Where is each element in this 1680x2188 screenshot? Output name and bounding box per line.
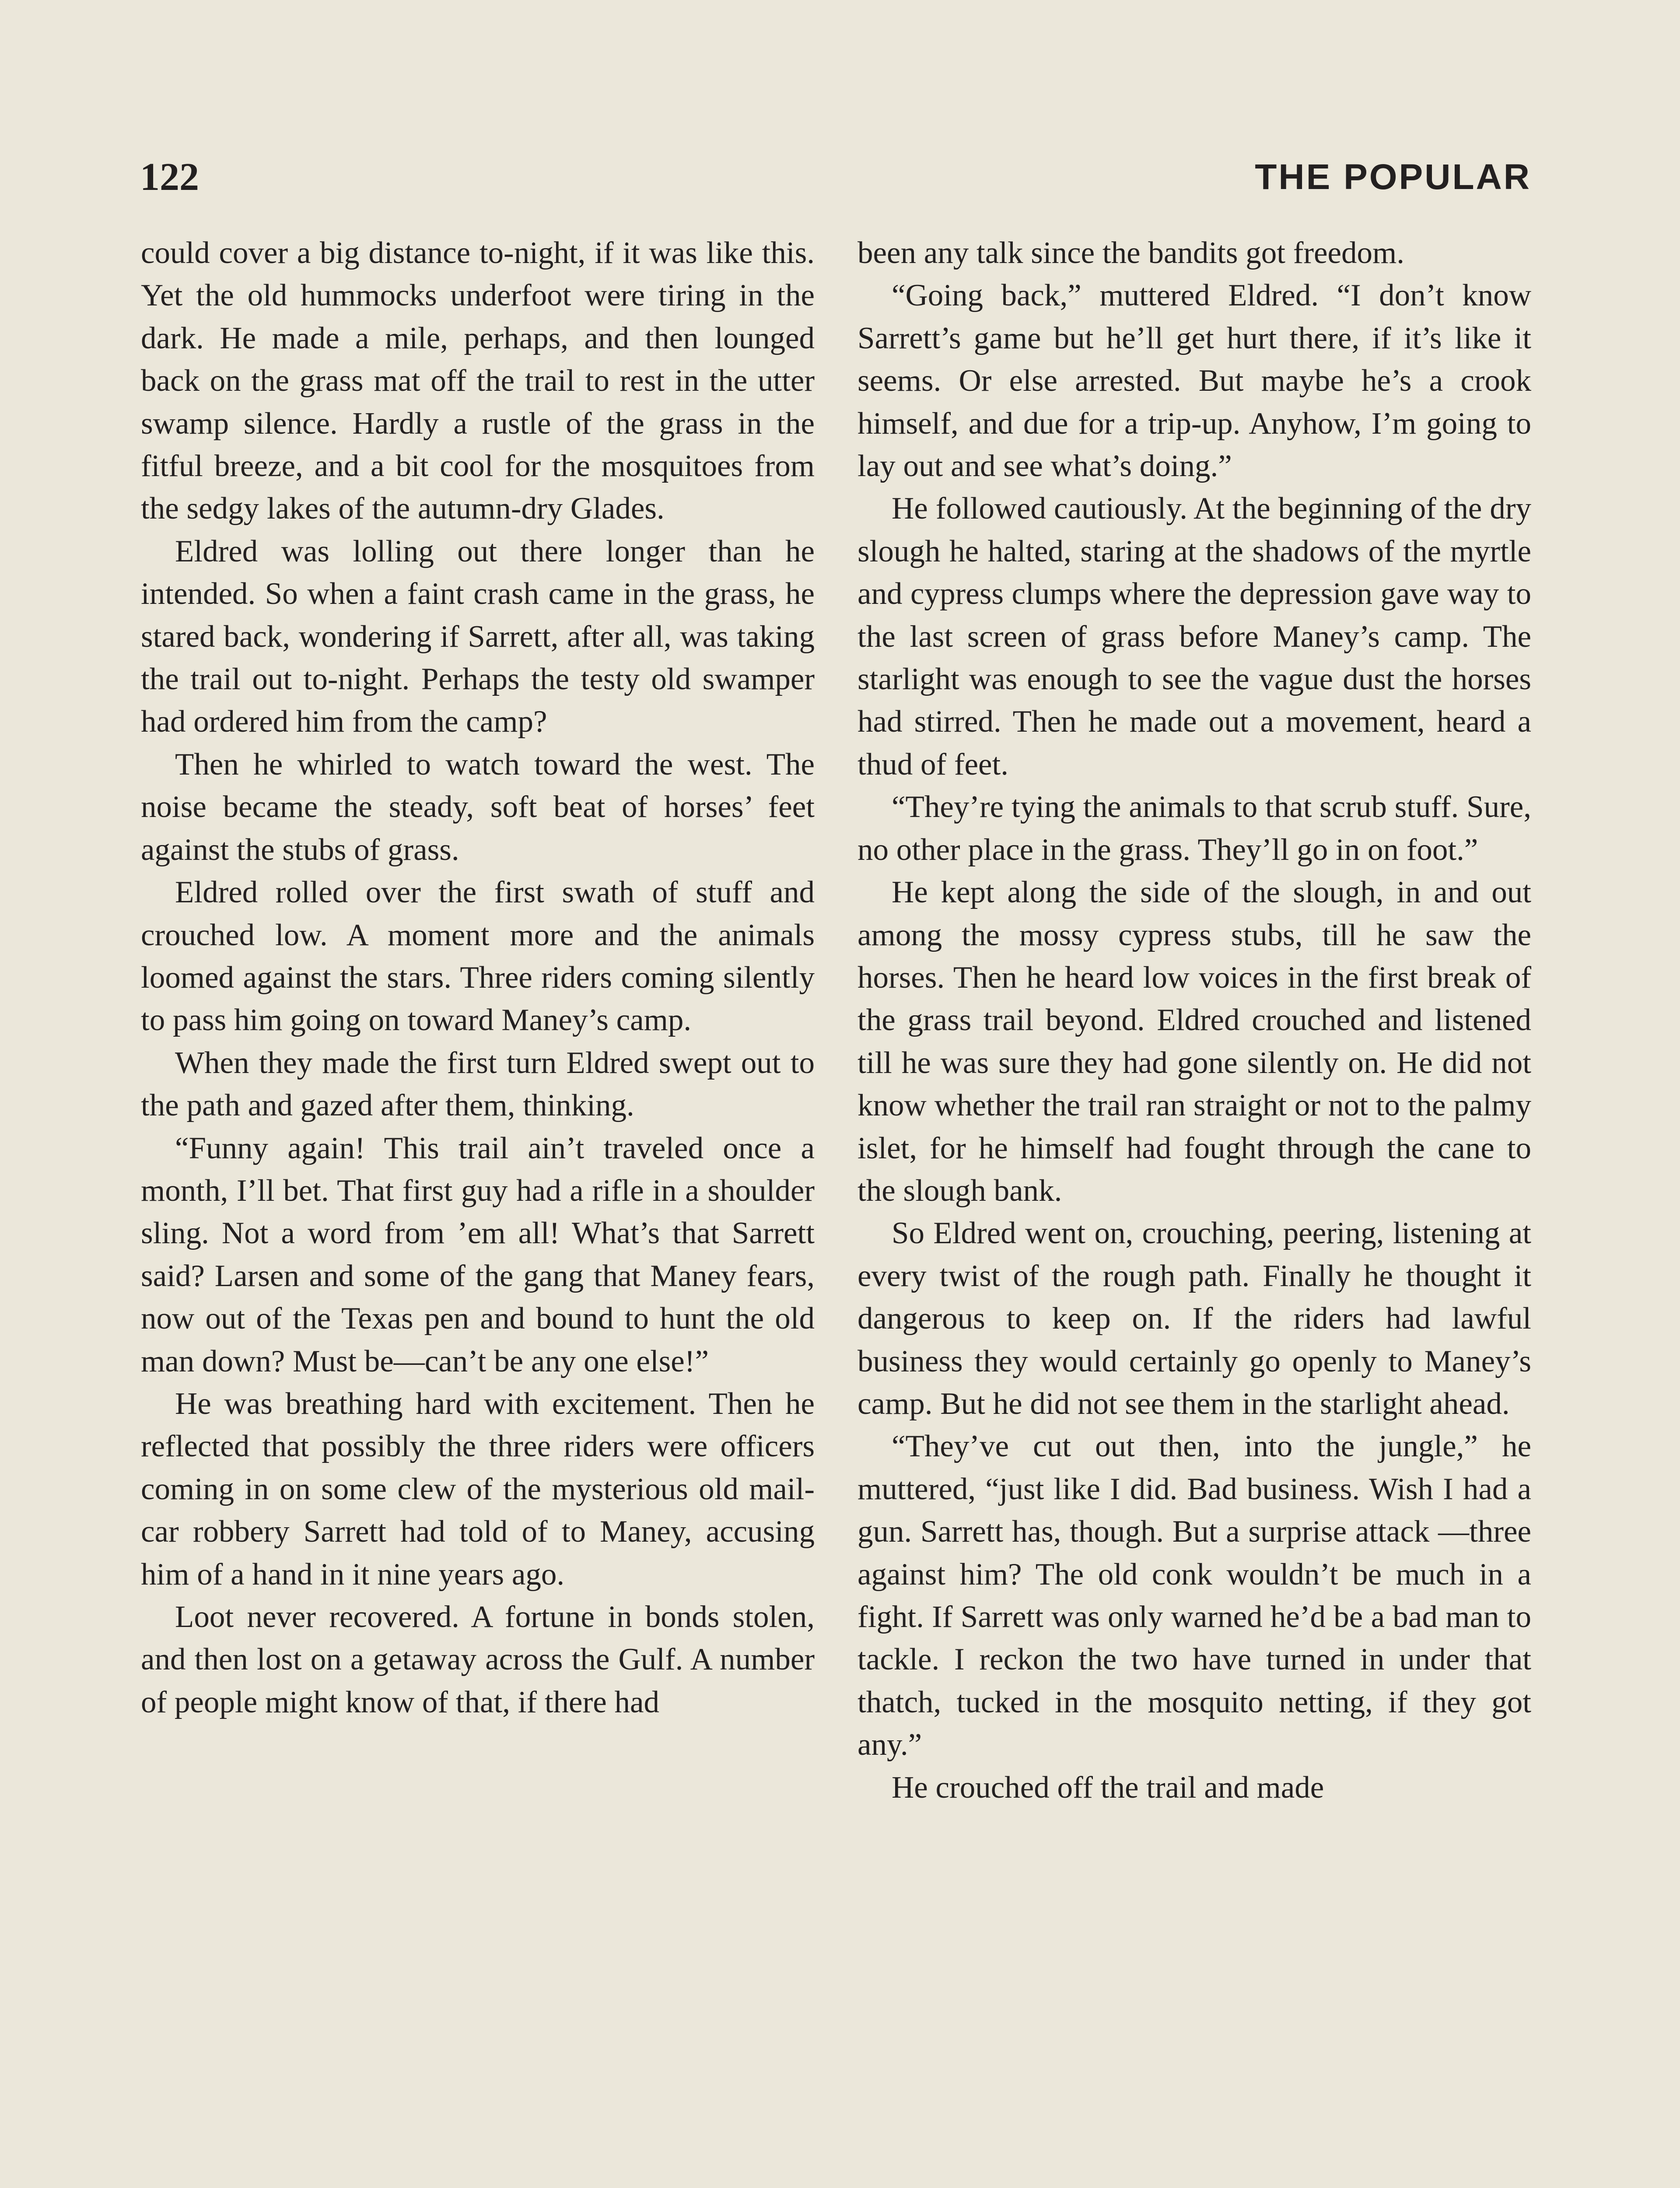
paragraph: So Eldred went on, crouching, peering, listening at every twist of the rough path. Finally he thought it dangerous to keep on. If the riders had lawful business they would certainly go openly to Maney’s camp. But he did not see them in the starlight ahead.: [858, 1216, 1531, 1421]
page-number: 122: [140, 155, 199, 199]
paragraph: Loot never recovered. A fortune in bonds stolen, and then lost on a getaway across the Gulf. A number of people might know of that, if there had: [141, 1600, 815, 1719]
paragraph: He crouched off the trail and made: [892, 1770, 1324, 1805]
paragraph: “They’ve cut out then, into the jungle,” he muttered, “just like I did. Bad business. Wish I had a gun. Sarrett has, though. But a surprise attack —three against him? The old conk wouldn’t be much in a fight. If Sarrett was only warned he’d be a bad man to tackle. I reckon the two have turned in under that thatch, tucked in the mosquito netting, if they got any.”: [858, 1429, 1531, 1762]
right-column: [858, 232, 1531, 1809]
paragraph: “Funny again! This trail ain’t traveled once a month, I’ll bet. That first guy had a rifle in a shoulder sling. Not a word from ’em all! What’s that Sarrett said? Larsen and some of the gang that Maney fears, now out of the Texas pen and bound to hunt the old man down? Must be—can’t be any one else!”: [141, 1131, 815, 1378]
running-head: THE POPULAR: [1255, 157, 1531, 197]
paragraph: He kept along the side of the slough, in and out among the mossy cypress stubs, till he saw the horses. Then he heard low voices in the first break of the grass trail beyond. Eldred crouched and listened till he was sure they had gone silently on. He did not know whether the trail ran straight or not to the palmy islet, for he himself had fought through the cane to the slough bank.: [858, 875, 1531, 1208]
paragraph: Eldred was lolling out there longer than he intended. So when a faint crash came in the grass, he stared back, wondering if Sarrett, after all, was taking the trail out to-night. Perhaps the testy old swamper had ordered him from the camp?: [141, 534, 815, 739]
paragraph: He followed cautiously. At the beginning of the dry slough he halted, staring at the shadows of the myrtle and cypress clumps where the depression gave way to the last screen of grass before Maney’s camp. The starlight was enough to see the vague dust the horses had stirred. Then he made out a movement, heard a thud of feet.: [858, 491, 1531, 782]
left-column: [141, 232, 815, 1724]
paragraph: “Going back,” muttered Eldred. “I don’t know Sarrett’s game but he’ll get hurt there, if it’s like it seems. Or else arrested. But maybe he’s a crook himself, and due for a trip-up. Anyhow, I’m going to lay out and see what’s doing.”: [858, 278, 1531, 484]
paragraph: been any talk since the bandits got freedom.: [858, 236, 1404, 270]
paragraph: “They’re tying the animals to that scrub stuff. Sure, no other place in the grass. They’ll go in on foot.”: [858, 790, 1531, 867]
paragraph: Then he whirled to watch toward the west. The noise became the steady, soft beat of horses’ feet against the stubs of grass.: [141, 747, 815, 867]
page-header: [140, 144, 1531, 210]
paragraph: He was breathing hard with excitement. Then he reflected that possibly the three riders were officers coming in on some clew of the mysterious old mail-car robbery Sarrett had told of to Maney, accusing him of a hand in it nine years ago.: [141, 1386, 815, 1592]
paragraph: could cover a big distance to-night, if it was like this. Yet the old hummocks underfoot were tiring in the dark. He made a mile, perhaps, and then lounged back on the grass mat off the trail to rest in the utter swamp silence. Hardly a rustle of the grass in the fitful breeze, and a bit cool for the mosquitoes from the sedgy lakes of the autumn-dry Glades.: [141, 236, 815, 526]
paragraph: Eldred rolled over the first swath of stuff and crouched low. A moment more and the animals loomed against the stars. Three riders coming silently to pass him going on toward Maney’s camp.: [141, 875, 815, 1038]
paragraph: When they made the first turn Eldred swept out to the path and gazed after them, thinking.: [141, 1045, 815, 1123]
